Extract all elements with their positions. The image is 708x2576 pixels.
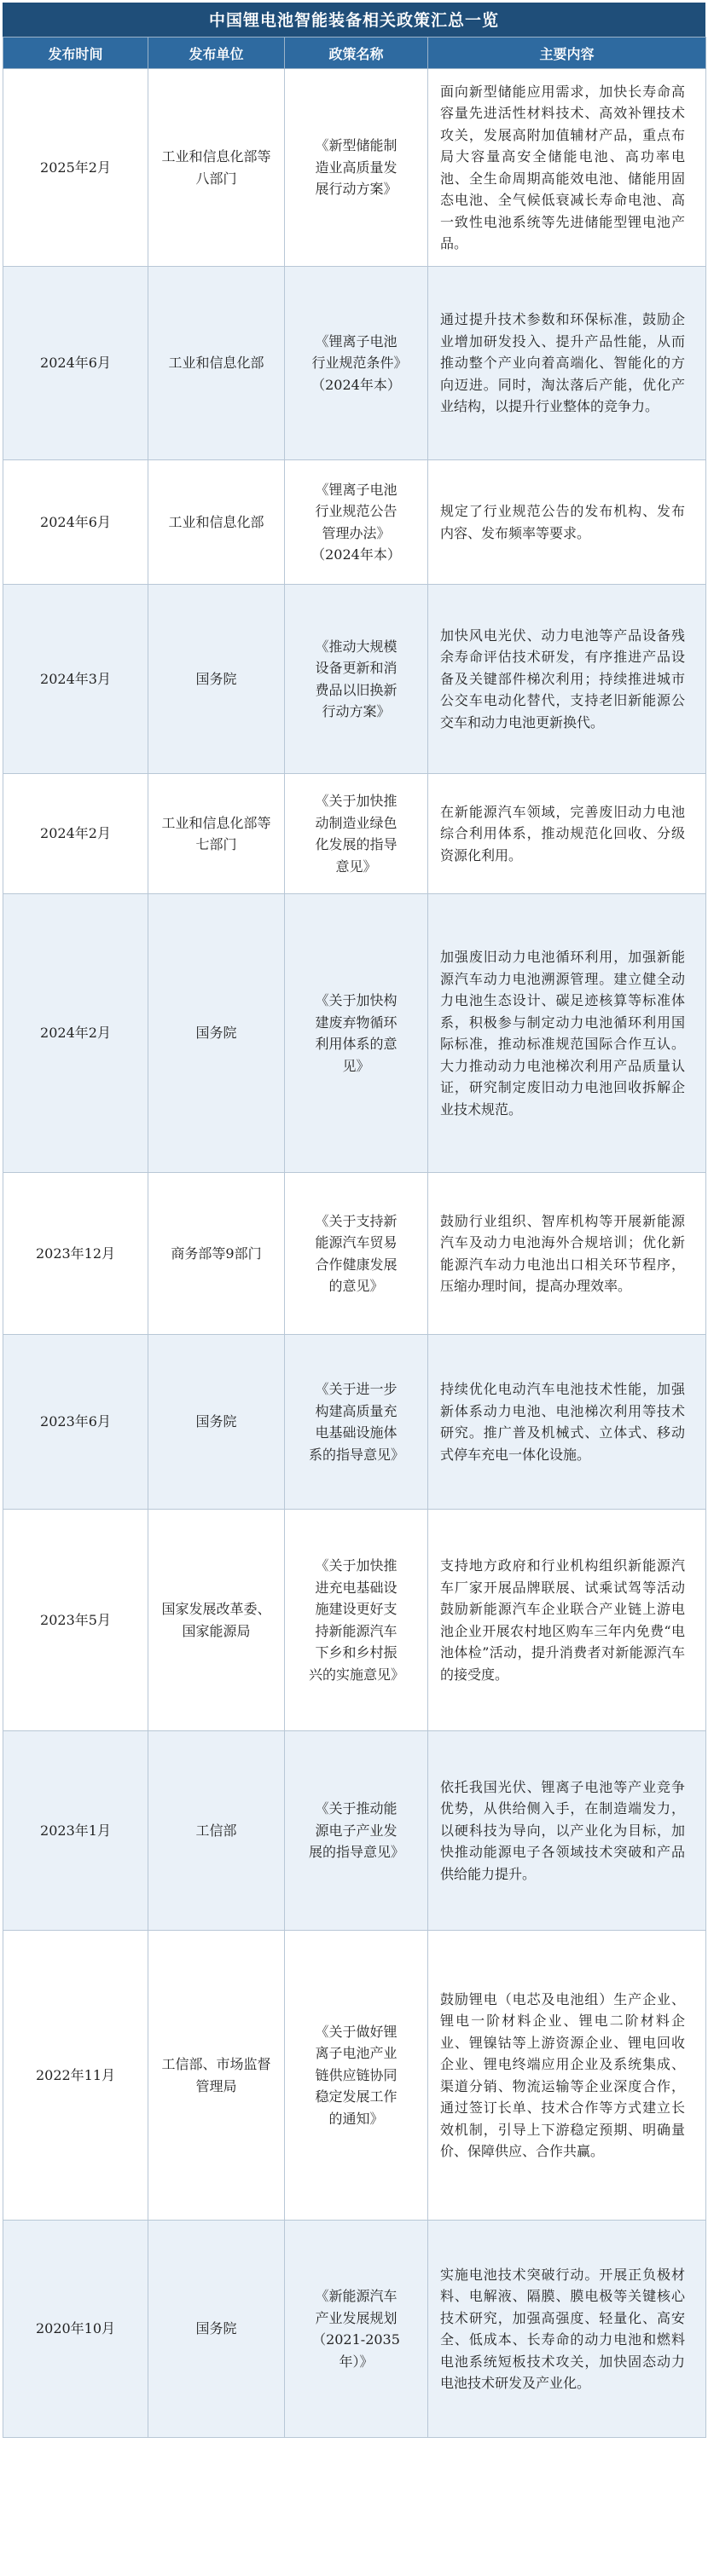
table-row: [3, 267, 706, 460]
cell-unit: 国务院: [148, 1335, 285, 1510]
table-row: [3, 1510, 706, 1731]
cell-content: 鼓励锂电（电芯及电池组）生产企业、锂电一阶材料企业、锂电二阶材料企业、锂镍钴等上游资源企业、锂电回收企业、锂电终端应用企业及系统集成、渠道分销、物流运输等企业深度合作，通过签订长单、技术合作等方式建立长效机制，引导上下游稳定预期、明确量价、保障供应、合作共赢。: [428, 1931, 706, 2221]
column-header-policy-name: 政策名称: [285, 38, 428, 69]
cell-date: 2023年12月: [3, 1173, 148, 1335]
cell-date: 2023年1月: [3, 1731, 148, 1931]
cell-content: 加快风电光伏、动力电池等产品设备残余寿命评估技术研发，有序推进产品设备及关键部件梯次利用；持续推进城市公交车电动化替代，支持老旧新能源公交车和动力电池更新换代。: [428, 585, 706, 774]
column-header-unit: 发布单位: [148, 38, 285, 69]
cell-policy-name: 《关于进一步构建高质量充电基础设施体系的指导意见》: [285, 1335, 428, 1510]
cell-content: 通过提升技术参数和环保标准，鼓励企业增加研发投入、提升产品性能，从而推动整个产业向着高端化、智能化的方向迈进。同时，淘汰落后产能，优化产业结构，以提升行业整体的竞争力。: [428, 267, 706, 460]
cell-unit: 工业和信息化部等八部门: [148, 69, 285, 267]
cell-date: 2024年6月: [3, 267, 148, 460]
column-header-content: 主要内容: [428, 38, 706, 69]
cell-content: 持续优化电动汽车电池技术性能，加强新体系动力电池、电池梯次利用等技术研究。推广普及机械式、立体式、移动式停车充电一体化设施。: [428, 1335, 706, 1510]
cell-policy-name: 《新能源汽车产业发展规划（2021-2035年）》: [285, 2221, 428, 2438]
cell-date: 2025年2月: [3, 69, 148, 267]
cell-date: 2024年6月: [3, 460, 148, 585]
cell-policy-name: 《新型储能制造业高质量发展行动方案》: [285, 69, 428, 267]
table-row: [3, 1731, 706, 1931]
policy-table: [3, 37, 706, 2438]
cell-unit: 商务部等9部门: [148, 1173, 285, 1335]
table-row: [3, 2221, 706, 2438]
cell-date: 2020年10月: [3, 2221, 148, 2438]
cell-unit: 工业和信息化部: [148, 267, 285, 460]
cell-content: 面向新型储能应用需求，加快长寿命高容量先进活性材料技术、高效补锂技术攻关，发展高附加值辅材产品，重点布局大容量高安全储能电池、高功率电池、全生命周期高能效电池、储能用固态电池、全气候低衰减长寿命电池、高一致性电池系统等先进储能型锂电池产品。: [428, 69, 706, 267]
cell-unit: 工业和信息化部: [148, 460, 285, 585]
cell-unit: 国务院: [148, 585, 285, 774]
table-row: [3, 69, 706, 267]
cell-content: 鼓励行业组织、智库机构等开展新能源汽车及动力电池海外合规培训；优化新能源汽车动力电池出口相关环节程序，压缩办理时间，提高办理效率。: [428, 1173, 706, 1335]
policy-table-container: [3, 3, 705, 2438]
cell-unit: 国家发展改革委、国家能源局: [148, 1510, 285, 1731]
cell-content: 加强废旧动力电池循环利用，加强新能源汽车动力电池溯源管理。建立健全动力电池生态设计、碳足迹核算等标准体系，积极参与制定动力电池循环利用国际标准，推动标准规范国际合作互认。大力推动动力电池梯次利用产品质量认证，研究制定废旧动力电池回收拆解企业技术规范。: [428, 894, 706, 1173]
cell-date: 2024年2月: [3, 894, 148, 1173]
cell-content: 规定了行业规范公告的发布机构、发布内容、发布频率等要求。: [428, 460, 706, 585]
cell-policy-name: 《锂离子电池行业规范条件》（2024年本）: [285, 267, 428, 460]
cell-content: 在新能源汽车领域，完善废旧动力电池综合利用体系，推动规范化回收、分级资源化利用。: [428, 774, 706, 894]
cell-unit: 国务院: [148, 2221, 285, 2438]
table-row: [3, 894, 706, 1173]
table-row: [3, 774, 706, 894]
cell-date: 2022年11月: [3, 1931, 148, 2221]
cell-unit: 工业和信息化部等七部门: [148, 774, 285, 894]
cell-unit: 国务院: [148, 894, 285, 1173]
table-row: [3, 585, 706, 774]
table-row: [3, 1931, 706, 2221]
cell-policy-name: 《关于做好锂离子电池产业链供应链协同稳定发展工作的通知》: [285, 1931, 428, 2221]
cell-policy-name: 《关于加快推动制造业绿色化发展的指导意见》: [285, 774, 428, 894]
cell-policy-name: 《关于加快推进充电基础设施建设更好支持新能源汽车下乡和乡村振兴的实施意见》: [285, 1510, 428, 1731]
column-header-date: 发布时间: [3, 38, 148, 69]
table-title: 中国锂电池智能装备相关政策汇总一览: [3, 3, 705, 37]
header-row: [3, 38, 706, 69]
cell-unit: 工信部、市场监督管理局: [148, 1931, 285, 2221]
table-row: [3, 1335, 706, 1510]
cell-date: 2023年5月: [3, 1510, 148, 1731]
cell-policy-name: 《锂离子电池行业规范公告管理办法》（2024年本）: [285, 460, 428, 585]
cell-content: 支持地方政府和行业机构组织新能源汽车厂家开展品牌联展、试乘试驾等活动鼓励新能源汽车企业联合产业链上游电池企业开展农村地区购车三年内免费“电池体检”活动，提升消费者对新能源汽车的接受度。: [428, 1510, 706, 1731]
cell-policy-name: 《关于推动能源电子产业发展的指导意见》: [285, 1731, 428, 1931]
table-row: [3, 460, 706, 585]
cell-policy-name: 《关于支持新能源汽车贸易合作健康发展的意见》: [285, 1173, 428, 1335]
cell-unit: 工信部: [148, 1731, 285, 1931]
table-row: [3, 1173, 706, 1335]
cell-policy-name: 《推动大规模设备更新和消费品以旧换新行动方案》: [285, 585, 428, 774]
cell-content: 依托我国光伏、锂离子电池等产业竞争优势，从供给侧入手，在制造端发力，以硬科技为导向，以产业化为目标，加快推动能源电子各领域技术突破和产品供给能力提升。: [428, 1731, 706, 1931]
cell-date: 2023年6月: [3, 1335, 148, 1510]
cell-date: 2024年2月: [3, 774, 148, 894]
cell-date: 2024年3月: [3, 585, 148, 774]
cell-policy-name: 《关于加快构建废弃物循环利用体系的意见》: [285, 894, 428, 1173]
cell-content: 实施电池技术突破行动。开展正负极材料、电解液、隔膜、膜电极等关键核心技术研究，加强高强度、轻量化、高安全、低成本、长寿命的动力电池和燃料电池系统短板技术攻关，加快固态动力电池技术研发及产业化。: [428, 2221, 706, 2438]
